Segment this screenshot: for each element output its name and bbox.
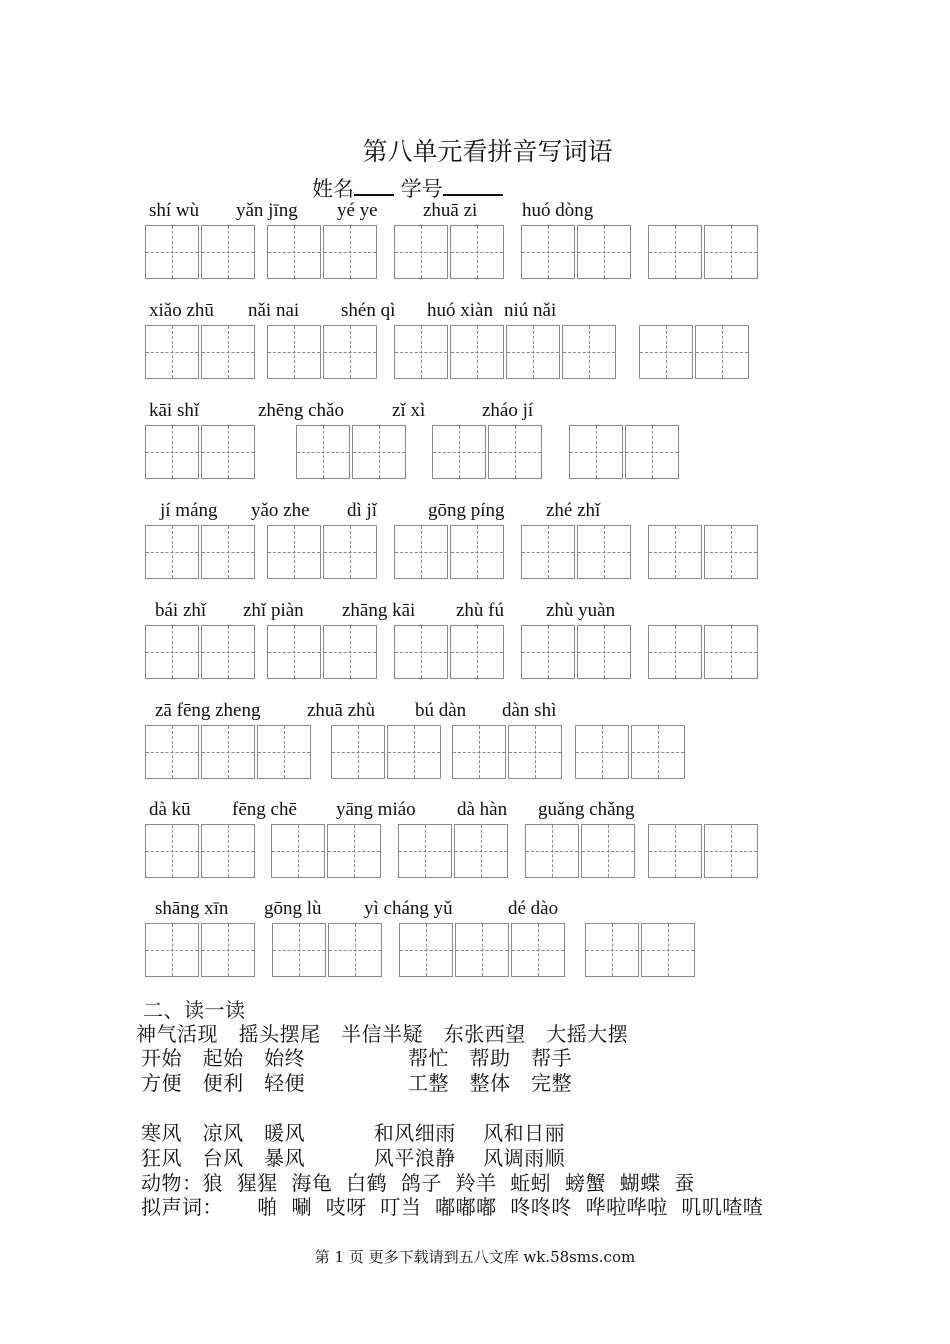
pinyin: dé dào (508, 898, 559, 919)
writing-cell[interactable] (145, 425, 199, 479)
writing-cell[interactable] (328, 923, 382, 977)
text-line: 开始 起始 始终 帮忙 帮助 帮手 (141, 1046, 573, 1070)
writing-cell[interactable] (267, 525, 321, 579)
pinyin: shén qì (341, 300, 396, 321)
pinyin-row-7 (0, 799, 950, 889)
writing-cell[interactable] (450, 525, 504, 579)
text-line: 狂风 台风 暴风 风平浪静 风调雨顺 (141, 1146, 566, 1170)
writing-cell[interactable] (257, 725, 311, 779)
text-line: 方便 便利 轻便 工整 整体 完整 (141, 1071, 573, 1095)
pinyin: nǎi nai (248, 300, 300, 321)
pinyin: zhù fú (456, 600, 505, 621)
writing-cell[interactable] (704, 225, 758, 279)
writing-cell[interactable] (394, 225, 448, 279)
writing-cell[interactable] (704, 525, 758, 579)
writing-cell[interactable] (323, 325, 377, 379)
writing-cell[interactable] (267, 625, 321, 679)
writing-cell[interactable] (521, 525, 575, 579)
writing-cell[interactable] (331, 725, 385, 779)
text-line: 神气活现 摇头摆尾 半信半疑 东张西望 大摇大摆 (136, 1022, 629, 1046)
writing-cell[interactable] (450, 325, 504, 379)
pinyin: huó dòng (522, 200, 594, 221)
writing-cell[interactable] (387, 725, 441, 779)
writing-cell[interactable] (577, 225, 631, 279)
pinyin: xiǎo zhū (149, 300, 214, 321)
pinyin: dà kū (149, 799, 191, 820)
writing-cell[interactable] (145, 525, 199, 579)
pinyin-row-4 (0, 500, 950, 590)
writing-cell[interactable] (648, 525, 702, 579)
page-footer: 第 1 页 更多下载请到五八文库 wk.58sms.com (314, 1248, 636, 1266)
writing-cell[interactable] (575, 725, 629, 779)
text-line: 拟声词： 啪 唰 吱呀 叮当 嘟嘟嘟 咚咚咚 哗啦哗啦 叽叽喳喳 (141, 1195, 764, 1219)
writing-cell[interactable] (201, 923, 255, 977)
writing-cell[interactable] (521, 225, 575, 279)
writing-cell[interactable] (201, 425, 255, 479)
pinyin: kāi shǐ (149, 400, 200, 421)
pinyin: gōng lù (264, 898, 322, 919)
pinyin-row-3 (0, 400, 950, 490)
writing-cell[interactable] (704, 625, 758, 679)
writing-cell[interactable] (145, 325, 199, 379)
pinyin: niú nǎi (504, 300, 557, 321)
pinyin: bú dàn (415, 700, 467, 721)
writing-cell[interactable] (648, 824, 702, 878)
writing-cell[interactable] (521, 625, 575, 679)
pinyin: bái zhǐ (155, 600, 207, 621)
writing-cell[interactable] (488, 425, 542, 479)
writing-cell[interactable] (639, 325, 693, 379)
writing-cell[interactable] (562, 325, 616, 379)
pinyin-row-6 (0, 700, 950, 790)
pinyin: zhé zhǐ (546, 500, 601, 521)
writing-cell[interactable] (695, 325, 749, 379)
writing-cell[interactable] (399, 923, 453, 977)
pinyin: zháo jí (482, 400, 534, 421)
pinyin: dà hàn (457, 799, 508, 820)
writing-cell[interactable] (569, 425, 623, 479)
writing-cell[interactable] (394, 325, 448, 379)
name-number-line (312, 173, 503, 203)
pinyin: yāng miáo (336, 799, 416, 820)
writing-cell[interactable] (201, 725, 255, 779)
writing-cell[interactable] (704, 824, 758, 878)
writing-cell[interactable] (394, 625, 448, 679)
pinyin: gōng píng (428, 500, 505, 521)
pinyin: zā fēng zheng (155, 700, 261, 721)
pinyin-row-2 (0, 300, 950, 390)
writing-cell[interactable] (145, 923, 199, 977)
writing-cell[interactable] (506, 325, 560, 379)
writing-cell[interactable] (272, 923, 326, 977)
writing-cell[interactable] (648, 225, 702, 279)
writing-cell[interactable] (454, 824, 508, 878)
writing-cell[interactable] (452, 725, 506, 779)
writing-cell[interactable] (455, 923, 509, 977)
writing-cell[interactable] (398, 824, 452, 878)
writing-cell[interactable] (577, 625, 631, 679)
writing-cell[interactable] (145, 725, 199, 779)
writing-cell[interactable] (323, 525, 377, 579)
pinyin-row-5 (0, 600, 950, 690)
writing-cell[interactable] (267, 325, 321, 379)
writing-cell[interactable] (631, 725, 685, 779)
writing-cell[interactable] (201, 625, 255, 679)
pinyin: yì cháng yǔ (364, 898, 453, 919)
writing-cell[interactable] (511, 923, 565, 977)
number-blank[interactable] (443, 176, 503, 196)
writing-cell[interactable] (394, 525, 448, 579)
writing-cell[interactable] (145, 225, 199, 279)
writing-cell[interactable] (625, 425, 679, 479)
writing-cell[interactable] (201, 325, 255, 379)
pinyin: yǎn jīng (236, 200, 298, 221)
writing-cell[interactable] (581, 824, 635, 878)
pinyin: zhǐ piàn (243, 600, 304, 621)
writing-cell[interactable] (296, 425, 350, 479)
text-line: 寒风 凉风 暖风 和风细雨 风和日丽 (141, 1121, 566, 1145)
writing-cell[interactable] (641, 923, 695, 977)
pinyin: jí máng (160, 500, 218, 521)
pinyin: fēng chē (232, 799, 297, 820)
writing-cell[interactable] (525, 824, 579, 878)
name-blank[interactable] (354, 176, 394, 196)
pinyin: yé ye (337, 200, 378, 221)
writing-cell[interactable] (323, 225, 377, 279)
pinyin: yǎo zhe (251, 500, 310, 521)
writing-cell[interactable] (577, 525, 631, 579)
section-heading: 二、读一读 (143, 998, 246, 1022)
text-line: 动物：狼 猩猩 海龟 白鹤 鸽子 羚羊 蚯蚓 螃蟹 蝴蝶 蚕 (141, 1171, 695, 1195)
writing-cell[interactable] (352, 425, 406, 479)
pinyin: zhuā zhù (307, 700, 376, 721)
writing-cell[interactable] (267, 225, 321, 279)
name-label: 姓名 (312, 177, 354, 201)
writing-cell[interactable] (145, 625, 199, 679)
page-title: 第八单元看拼音写词语 (362, 137, 613, 166)
writing-cell[interactable] (271, 824, 325, 878)
writing-cell[interactable] (323, 625, 377, 679)
pinyin: dàn shì (502, 700, 557, 721)
writing-cell[interactable] (450, 225, 504, 279)
writing-cell[interactable] (145, 824, 199, 878)
pinyin: shí wù (149, 200, 200, 221)
pinyin: zhēng chǎo (258, 400, 344, 421)
writing-cell[interactable] (201, 824, 255, 878)
pinyin-row-1 (0, 200, 950, 290)
writing-cell[interactable] (327, 824, 381, 878)
pinyin: zhuā zi (423, 200, 478, 221)
writing-cell[interactable] (508, 725, 562, 779)
pinyin: shāng xīn (155, 898, 229, 919)
pinyin: zhù yuàn (546, 600, 616, 621)
writing-cell[interactable] (432, 425, 486, 479)
pinyin: zǐ xì (392, 400, 426, 421)
pinyin: zhāng kāi (342, 600, 416, 621)
writing-cell[interactable] (585, 923, 639, 977)
writing-cell[interactable] (201, 525, 255, 579)
writing-cell[interactable] (201, 225, 255, 279)
pinyin-row-8 (0, 898, 950, 988)
pinyin: huó xiàn (427, 300, 493, 321)
writing-cell[interactable] (450, 625, 504, 679)
pinyin: guǎng chǎng (538, 799, 635, 820)
writing-cell[interactable] (648, 625, 702, 679)
pinyin: dì jǐ (347, 500, 378, 521)
number-label: 学号 (400, 177, 443, 201)
